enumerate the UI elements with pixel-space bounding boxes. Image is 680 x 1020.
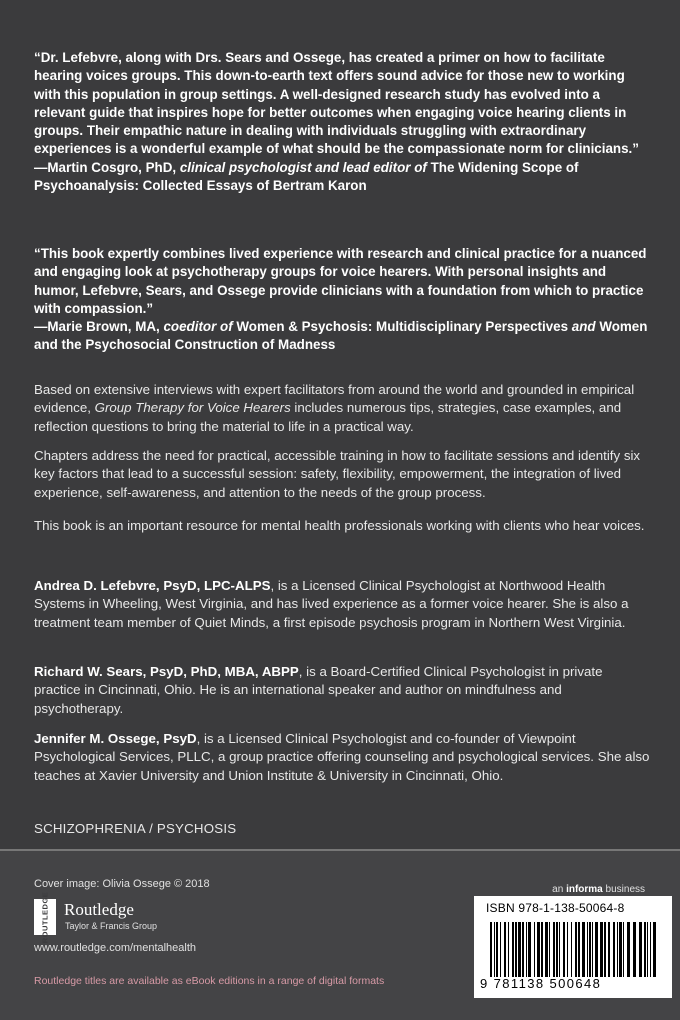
informa-brand: informa — [566, 884, 603, 895]
barcode-bar — [512, 922, 514, 977]
publisher-website[interactable]: www.routledge.com/mentalhealth — [34, 942, 197, 954]
quote-author: —Marie Brown, MA, — [34, 319, 160, 335]
blurb-text: includes numerous tips, strategies, case examples, and reflection questions to bring the material to life in a practical way. — [34, 400, 622, 434]
barcode-bar — [490, 922, 492, 977]
cover-credit: Cover image: Olivia Ossege © 2018 — [34, 878, 210, 890]
barcode-bar — [619, 922, 622, 977]
barcode-bar — [556, 922, 558, 977]
blurb-text: Chapters address the need for practical, accessible training in how to facilitate sessions and identify six key factors that lead to a successful session: safety, flexibility, empowerment, the integration of lived experience, self-awareness, and attention to the needs of the group process. — [34, 448, 641, 500]
publisher-name: Routledge — [64, 900, 134, 919]
barcode-bar — [534, 922, 535, 977]
barcode-bar — [608, 922, 610, 977]
barcode-bar — [623, 922, 624, 977]
author-bio-sears — [34, 663, 652, 718]
barcode-bar — [526, 922, 527, 977]
routledge-logo — [34, 891, 174, 943]
barcode-bar — [647, 922, 648, 977]
barcode-bar — [617, 922, 618, 977]
barcode-bar — [613, 922, 615, 977]
barcode-bar — [559, 922, 560, 977]
barcode-bar — [600, 922, 603, 977]
barcode-bar — [494, 922, 495, 977]
publisher-group: Taylor & Francis Group — [65, 921, 158, 931]
author-name: Andrea D. Lefebvre, PsyD, LPC-ALPS — [34, 578, 271, 593]
barcode-bar — [518, 922, 521, 977]
barcode-bar — [515, 922, 517, 977]
author-bio-text: , is a Licensed Clinical Psychologist and co-founder of Viewpoint Psychological Services, PLLC, a group practice offering counseling and psychological services. She also teaches at Xavier University and Union Institute & University in Cincinnati, Ohio. — [34, 731, 650, 783]
quote-attribution — [34, 159, 650, 196]
barcode-bar — [496, 922, 498, 977]
barcode-bars — [490, 922, 658, 977]
barcode-bar — [627, 922, 630, 977]
barcode-bar — [575, 922, 577, 977]
barcode-digits: 9 781138 500648 — [480, 976, 602, 991]
review-quote-2 — [34, 245, 650, 355]
blurb-paragraph-2 — [34, 447, 650, 502]
isbn-number: ISBN 978-1-138-50064-8 — [486, 901, 625, 915]
barcode-bar — [528, 922, 531, 977]
ebook-note: Routledge titles are available as eBook editions in a range of digital formats — [34, 975, 385, 987]
author-bio-ossege — [34, 730, 652, 785]
barcode-bar — [589, 922, 591, 977]
subject-category: SCHIZOPHRENIA / PSYCHOSIS — [34, 821, 237, 836]
author-bio-text: , is a Board-Certified Clinical Psychologist in private practice in Cincinnati, Ohio. He is an international speaker and author on mindfulness and psychotherapy. — [34, 664, 603, 716]
barcode-bar — [571, 922, 572, 977]
author-name: Richard W. Sears, PsyD, PhD, MBA, ABPP — [34, 664, 299, 679]
quote-role: coeditor of — [163, 319, 233, 335]
barcode-bar — [563, 922, 565, 977]
barcode-bar — [567, 922, 568, 977]
blurb-text: This book is an important resource for mental health professionals working with clients who hear voices. — [34, 518, 645, 533]
author-bio-lefebvre — [34, 577, 652, 632]
quote-work: The Widening Scope of Psychoanalysis: Collected Essays of Bertram Karon — [34, 159, 579, 194]
blurb-paragraph-1 — [34, 381, 650, 436]
barcode-bar — [592, 922, 593, 977]
blurb-text: Based on extensive interviews with expert facilitators from around the world and grounded in empirical evidence, — [34, 382, 635, 416]
barcode-bar — [549, 922, 550, 977]
barcode-bar — [541, 922, 543, 977]
blurb-paragraph-3 — [34, 517, 650, 535]
barcode-bar — [604, 922, 606, 977]
informa-suffix: business — [605, 884, 645, 895]
barcode-bar — [553, 922, 555, 977]
informa-business-label — [552, 884, 645, 895]
review-quote-1 — [34, 49, 650, 195]
informa-prefix: an — [552, 884, 564, 895]
barcode-bar — [653, 922, 656, 977]
quote-conjunction: and — [571, 319, 596, 335]
barcode-bar — [633, 922, 636, 977]
barcode-bar — [595, 922, 598, 977]
barcode-bar — [644, 922, 646, 977]
barcode-bar — [508, 922, 509, 977]
quote-role: clinical psychologist and lead editor of — [179, 159, 427, 175]
barcode-bar — [545, 922, 548, 977]
isbn-barcode — [474, 896, 672, 998]
barcode-bar — [639, 922, 642, 977]
author-bio-text: , is a Licensed Clinical Psychologist at Northwood Health Systems in Wheeling, West Virginia, and has lived experience as a former voice hearer. She is also a treatment team member of Quiet Minds, a first episode psychosis program in Northern West Virginia. — [34, 578, 629, 630]
barcode-bar — [650, 922, 651, 977]
barcode-bar — [578, 922, 580, 977]
quote-text: “Dr. Lefebvre, along with Drs. Sears and Ossege, has created a primer on how to facilitate hearing voices groups. This down-to-earth text offers sound advice for those new to working with this population in group settings. A well-designed research study has evolved into a relevant guide that inspires hope for better outcomes when engaging voice hearing clients in groups. Their empathic nature in dealing with individuals struggling with extraordinary experiences is a wonderful example of what should be the compassionate norm for clinicians.” — [34, 50, 639, 157]
quote-text: “This book expertly combines lived experience with research and clinical practice for a nuanced and engaging look at psychotherapy groups for voice hearers. With personal insights and humor, Lefebvre, Sears, and Ossege provide clinicians with a foundation from which to practice with compassion.” — [34, 246, 647, 316]
barcode-bar — [587, 922, 588, 977]
routledge-emblem-text: ROUTLEDGE — [40, 891, 50, 943]
barcode-bar — [504, 922, 506, 977]
quote-author: —Martin Cosgro, PhD, — [34, 159, 177, 175]
barcode-bar — [500, 922, 501, 977]
quote-work: Women and the Psychosocial Construction of Madness — [34, 319, 648, 353]
book-title: Group Therapy for Voice Hearers — [94, 400, 291, 416]
barcode-bar — [537, 922, 540, 977]
barcode-bar — [522, 922, 524, 977]
barcode-bar — [582, 922, 585, 977]
quote-attribution — [34, 318, 650, 355]
author-name: Jennifer M. Ossege, PsyD — [34, 731, 197, 746]
quote-work: Women & Psychosis: Multidisciplinary Perspectives — [236, 319, 569, 335]
routledge-emblem — [34, 891, 56, 943]
